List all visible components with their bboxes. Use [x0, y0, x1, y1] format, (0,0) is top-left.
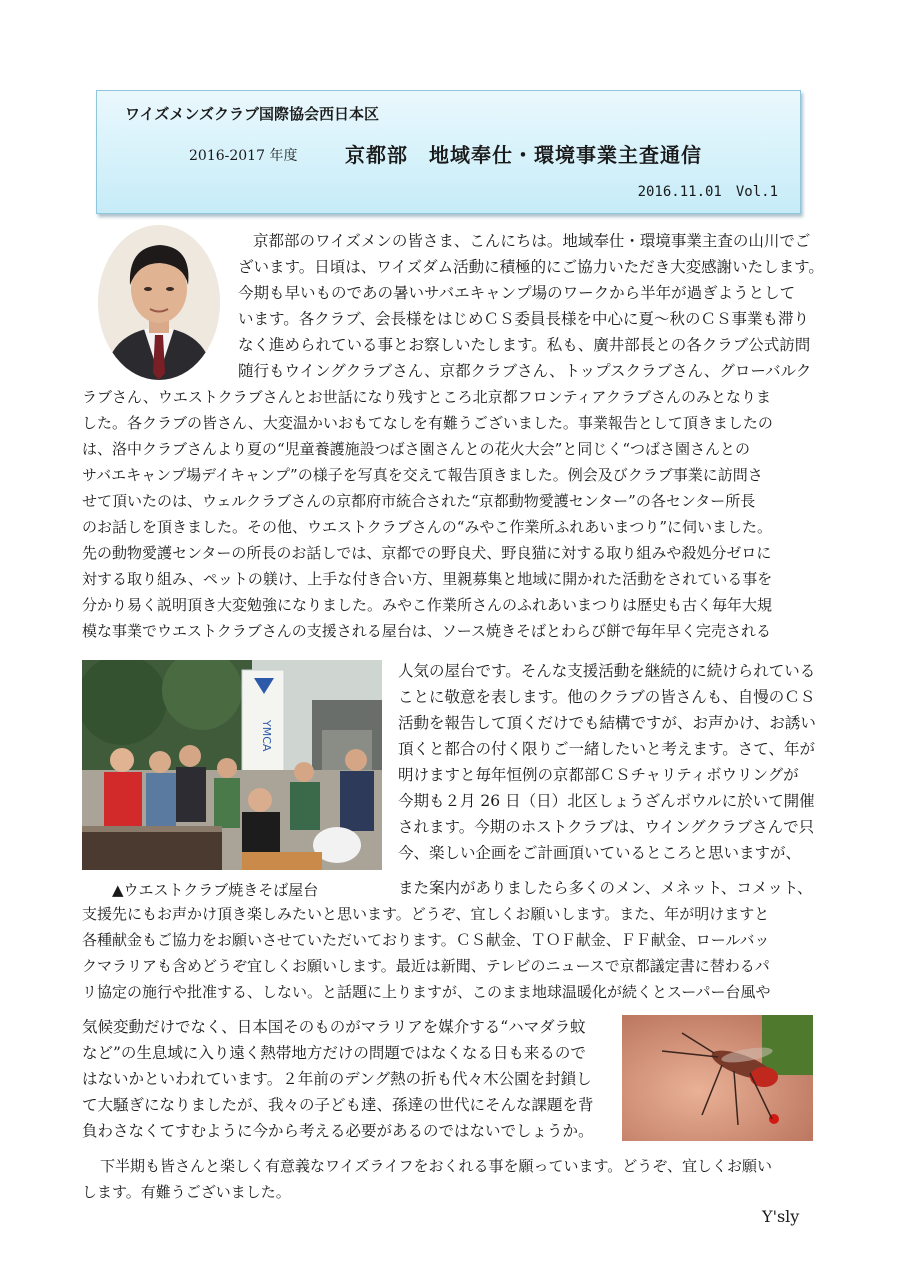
- body-line: 分かり易く説明頂き大変勉強になりました。みやこ作業所さんのふれあいまつりは歴史も古く毎年大規: [82, 596, 773, 614]
- body-line: 先の動物愛護センターの所長のお話しでは、京都での野良犬、野良猫に対する取り組みや殺処分ゼロに: [82, 544, 772, 562]
- body-line: 負わさなくてすむように今から考える必要があるのではないでしょうか。: [82, 1122, 594, 1140]
- body-line: せて頂いたのは、ウェルクラブさんの京都府市統合された“京都動物愛護センター”の各センター所長: [82, 492, 756, 510]
- body-line: されます。今期のホストクラブは、ウイングクラブさんで只: [398, 818, 815, 836]
- body-line: 明けますと毎年恒例の京都部ＣＳチャリティボウリングが: [398, 766, 799, 784]
- author-portrait: [98, 225, 220, 380]
- body-line: また案内がありましたら多くのメン、メネット、コメット、: [398, 879, 813, 897]
- body-line: 頂くと都合の付く限りご一緒したいと考えます。さて、年が: [398, 740, 815, 758]
- body-line: て大騒ぎになりましたが、我々の子ども達、孫達の世代にそんな課題を背: [82, 1096, 594, 1114]
- yakisoba-stall-photo: [82, 660, 382, 870]
- issue-date: 2016.11.01 Vol.1: [637, 184, 778, 200]
- photo-caption: ▲ウエストクラブ焼きそば屋台: [112, 881, 319, 899]
- body-line: します。有難うございました。: [82, 1183, 291, 1201]
- body-line: 各種献金もご協力をお願いさせていただいております。ＣＳ献金、ＴＯＦ献金、ＦＦ献金、ロールバッ: [82, 931, 770, 949]
- body-line: います。各クラブ、会長様をはじめＣＳ委員長様を中心に夏～秋のＣＳ事業も滞り: [238, 310, 810, 328]
- body-line: は、洛中クラブさんより夏の“児童養護施設つばさ園さんとの花火大会”と同じく“つばさ園さんとの: [82, 440, 751, 458]
- body-line: サバエキャンプ場デイキャンプ”の様子を写真を交えて報告頂きました。例会及びクラブ事業に訪問さ: [82, 466, 763, 484]
- body-line: 今期も早いものであの暑いサバエキャンプ場のワークから半年が過ぎようとして: [238, 284, 796, 302]
- body-line: クマラリアも含めどうぞ宜しくお願いします。最近は新聞、テレビのニュースで京都議定書に替わるパ: [82, 957, 770, 975]
- body-line: 対する取り組み、ペットの躾け、上手な付き合い方、里親募集と地域に開かれた活動をされている事を: [82, 570, 773, 588]
- body-line: 気候変動だけでなく、日本国そのものがマラリアを媒介する“ハマダラ蚊: [82, 1018, 586, 1036]
- body-line: など”の生息域に入り遠く熱帯地方だけの問題ではなくなる日も来るので: [82, 1044, 586, 1062]
- org-name: ワイズメンズクラブ国際協会西日本区: [125, 105, 379, 123]
- mosquito-photo: [622, 1015, 813, 1141]
- body-line: ラブさん、ウエストクラブさんとお世話になり残すところ北京都フロンティアクラブさんのみとなりま: [82, 388, 771, 406]
- body-line: 随行もウイングクラブさん、京都クラブさん、トップスクラブさん、グローバルク: [238, 362, 812, 380]
- body-line: はないかといわれています。２年前のデング熱の折も代々木公園を封鎖し: [82, 1070, 592, 1088]
- body-line: した。各クラブの皆さん、大変温かいおもてなしを有難うございました。事業報告として頂きましたの: [82, 414, 773, 432]
- body-line: ことに敬意を表します。他のクラブの皆さんも、自慢のＣＳ: [398, 688, 816, 706]
- body-line: 京都部のワイズメンの皆さま、こんにちは。地域奉仕・環境事業主査の山川でご: [253, 232, 811, 250]
- svg-text:YMCA: YMCA: [260, 720, 273, 752]
- body-line: 支援先にもお声かけ頂き楽しみたいと思います。どうぞ、宜しくお願いします。また、年が明けますと: [82, 905, 770, 923]
- body-line: 今期も２月 26 日（日）北区しょうざんボウルに於いて開催: [398, 792, 815, 810]
- newsletter-title: 京都部 地域奉仕・環境事業主査通信: [345, 143, 702, 167]
- body-line: なく進められている事とお察しいたします。私も、廣井部長との各クラブ公式訪問: [238, 336, 811, 354]
- body-line: のお話しを頂きました。その他、ウエストクラブさんの“みやこ作業所ふれあいまつり”に伺いました。: [82, 518, 773, 536]
- body-line: ざいます。日頃は、ワイズダム活動に積極的にご協力いただき大変感謝いたします。: [238, 258, 824, 276]
- header-box: [96, 90, 801, 214]
- body-line: 下半期も皆さんと楽しく有意義なワイズライフをおくれる事を願っています。どうぞ、宜しくお願い: [100, 1157, 773, 1175]
- body-line: 今、楽しい企画をご計画頂いているところと思いますが、: [398, 844, 802, 862]
- body-line: 人気の屋台です。そんな支援活動を継続的に続けられている: [398, 662, 816, 680]
- body-line: リ協定の施行や批准する、しない。と話題に上りますが、このまま地球温暖化が続くとスーパー台風や: [82, 983, 771, 1001]
- body-line: 活動を報告して頂くだけでも結構ですが、お声かけ、お誘い: [398, 714, 816, 732]
- fiscal-year: 2016-2017 年度: [189, 148, 298, 164]
- body-line: 模な事業でウエストクラブさんの支援される屋台は、ソース焼きそばとわらび餅で毎年早く完売される: [82, 622, 771, 640]
- signature: Y'sly: [762, 1207, 800, 1226]
